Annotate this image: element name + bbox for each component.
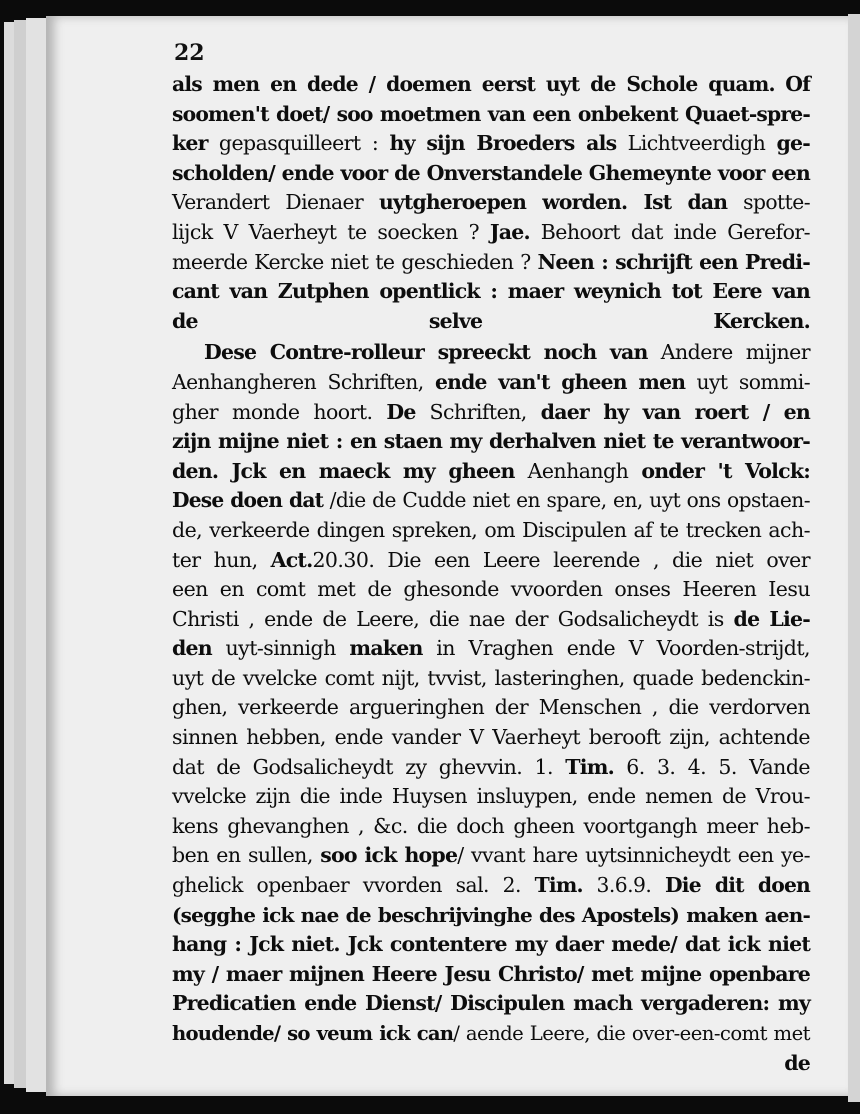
blackletter-text: ende van't gheen men	[435, 369, 686, 394]
text-line	[172, 605, 810, 635]
text-line	[172, 100, 810, 130]
blackletter-text: Die dit doen	[665, 873, 811, 898]
blackletter-text: Jae.	[489, 219, 530, 244]
blackletter-text: Tim.	[534, 873, 583, 898]
catchword-text: de	[784, 1050, 810, 1075]
roman-text: gepasquilleert :	[207, 131, 390, 156]
roman-text: Verandert Dienaer	[172, 190, 379, 215]
text-line	[172, 753, 810, 783]
blackletter-text: cant van Zutphen opentlick : maer weynich tot Eere van	[172, 279, 810, 304]
text-line	[172, 841, 810, 871]
roman-text: / vvant hare uytsinnicheydt een ye-	[457, 843, 810, 868]
text-line	[172, 575, 810, 605]
roman-text	[775, 72, 785, 96]
text-line	[172, 398, 810, 428]
blackletter-text: den	[172, 636, 212, 661]
blackletter-text: Of	[785, 72, 811, 96]
blackletter-text: Predicatien ende Dienst/ Discipulen mach vergaderen: my	[172, 991, 810, 1016]
roman-text: 6. 3. 4. 5. Vande	[613, 754, 810, 779]
roman-text: Christi , ende de Leere, die nae der Godsalicheydt is	[172, 606, 734, 631]
roman-text: meerde Kercke niet te geschieden ?	[172, 249, 538, 274]
text-line	[172, 782, 810, 812]
text-line	[172, 930, 810, 960]
text-line	[172, 338, 810, 368]
blackletter-text: soomen't doet/ soo moetmen van een onbekent Quaet-spre-	[172, 101, 810, 126]
page-number: 22	[174, 40, 205, 66]
blackletter-text: Act.	[270, 547, 313, 572]
roman-text: dat de Godsalicheydt zy ghevvin. 1.	[172, 754, 566, 779]
text-line	[172, 368, 810, 398]
roman-text: vvelcke zijn die inde Huysen insluypen, ende nemen de Vrou-	[172, 784, 810, 809]
text-line	[172, 307, 810, 337]
blackletter-text: als men en dede / doemen eerst uyt de Schole quam.	[172, 72, 775, 96]
blackletter-text: ge-	[776, 131, 810, 156]
text-line	[172, 871, 810, 901]
roman-text: sinnen hebben, ende vander V Vaerheyt berooft zijn, achtende	[172, 725, 810, 750]
roman-text: Schriften,	[415, 399, 541, 424]
roman-text: /die de Cudde niet en spare, en, uyt ons opstaen-	[323, 488, 811, 513]
roman-text: ghelick openbaer vvorden sal. 2.	[172, 873, 535, 898]
blackletter-text: de Lie-	[733, 606, 810, 631]
roman-text: Aenhangh	[514, 458, 642, 483]
blackletter-text: soo ick hope	[320, 843, 458, 868]
text-line	[172, 546, 810, 576]
blackletter-text: my / maer mijnen Heere Jesu Christo/ met mijne openbare	[172, 961, 810, 986]
roman-text: een en comt met de ghesonde vvoorden onses Heeren Iesu	[172, 577, 810, 602]
facing-page-edge	[848, 14, 860, 1102]
blackletter-text: onder 't Volck:	[641, 458, 810, 483]
text-line	[172, 516, 810, 546]
catchword	[172, 1049, 810, 1079]
blackletter-text: scholden/ ende voor de Onverstandele Ghemeynte voor een	[172, 160, 810, 185]
roman-text: ghen, verkeerde argueringhen der Menschen , die verdorven	[172, 695, 810, 720]
roman-text: Aenhangheren Schriften,	[172, 369, 436, 394]
text-line	[172, 159, 810, 189]
text-line	[172, 218, 810, 248]
text-line	[172, 664, 810, 694]
text-line	[172, 1019, 810, 1049]
roman-text: Behoort dat inde Gerefor-	[529, 219, 810, 244]
text-line	[172, 723, 810, 753]
roman-text: kens ghevanghen , &c. die doch gheen voortgangh meer heb-	[172, 813, 810, 838]
text-line	[172, 693, 810, 723]
text-line	[172, 70, 810, 100]
text-line	[172, 812, 810, 842]
text-line	[172, 129, 810, 159]
text-line	[172, 960, 810, 990]
roman-text: in Vraghen ende V Voorden-strijdt,	[422, 636, 810, 661]
blackletter-text: hang : Jck niet. Jck contentere my daer mede/ dat ick niet	[172, 932, 810, 957]
blackletter-text: den. Jck en maeck my gheen	[172, 458, 515, 483]
roman-text: Andere mijner	[647, 340, 810, 365]
roman-text: Lichtveerdigh	[616, 131, 777, 156]
text-line	[172, 427, 810, 457]
roman-text: 20.30. Die een Leere leerende , die niet over	[312, 547, 810, 572]
blackletter-text: De	[386, 399, 416, 424]
blackletter-text: maken	[349, 636, 423, 661]
blackletter-text: daer hy van roert / en	[540, 399, 810, 424]
blackletter-text: Dese doen dat	[172, 488, 324, 513]
blackletter-text: (segghe ick nae de beschrijvinghe des Apostels) maken aen-	[172, 902, 810, 927]
text-line	[172, 277, 810, 307]
roman-text: uyt de vvelcke comt nijt, tvvist, lasteringhen, quade bedenckin-	[172, 665, 810, 690]
roman-text: uyt-sinnigh	[211, 636, 350, 661]
blackletter-text: houdende/ so veum ick can	[172, 1022, 454, 1045]
roman-text: gher monde hoort.	[172, 399, 387, 424]
blackletter-text: uytgheroepen worden. Ist dan	[378, 190, 728, 215]
roman-text: lijck V Vaerheyt te soecken ?	[172, 219, 490, 244]
blackletter-text: hy sijn Broeders als	[389, 131, 617, 156]
blackletter-text: Neen : schrijft een Predi-	[537, 249, 810, 274]
text-line	[172, 989, 810, 1019]
blackletter-text: Dese Contre-rolleur spreeckt noch van	[204, 340, 648, 365]
blackletter-text: zijn mijne niet : en staen my derhalven niet te verantwoor-	[172, 429, 810, 454]
roman-text: / aende Leere, die over-een-comt met	[453, 1022, 810, 1045]
roman-text: spotte-	[727, 190, 810, 215]
blackletter-text: de selve Kercken.	[172, 308, 810, 333]
roman-text: ben en sullen,	[172, 843, 321, 868]
roman-text: 3.6.9.	[582, 873, 665, 898]
text-line	[172, 634, 810, 664]
text-line	[172, 188, 810, 218]
text-line	[172, 248, 810, 278]
page-text	[172, 70, 810, 1078]
blackletter-text: Tim.	[565, 754, 614, 779]
text-line	[172, 901, 810, 931]
text-line	[172, 486, 810, 516]
text-line	[172, 457, 810, 487]
roman-text: de, verkeerde dingen spreken, om Discipulen af te trecken ach-	[172, 517, 810, 542]
roman-text: uyt sommi-	[685, 369, 811, 394]
roman-text: ter hun,	[172, 547, 271, 572]
blackletter-text: ker	[172, 131, 208, 156]
